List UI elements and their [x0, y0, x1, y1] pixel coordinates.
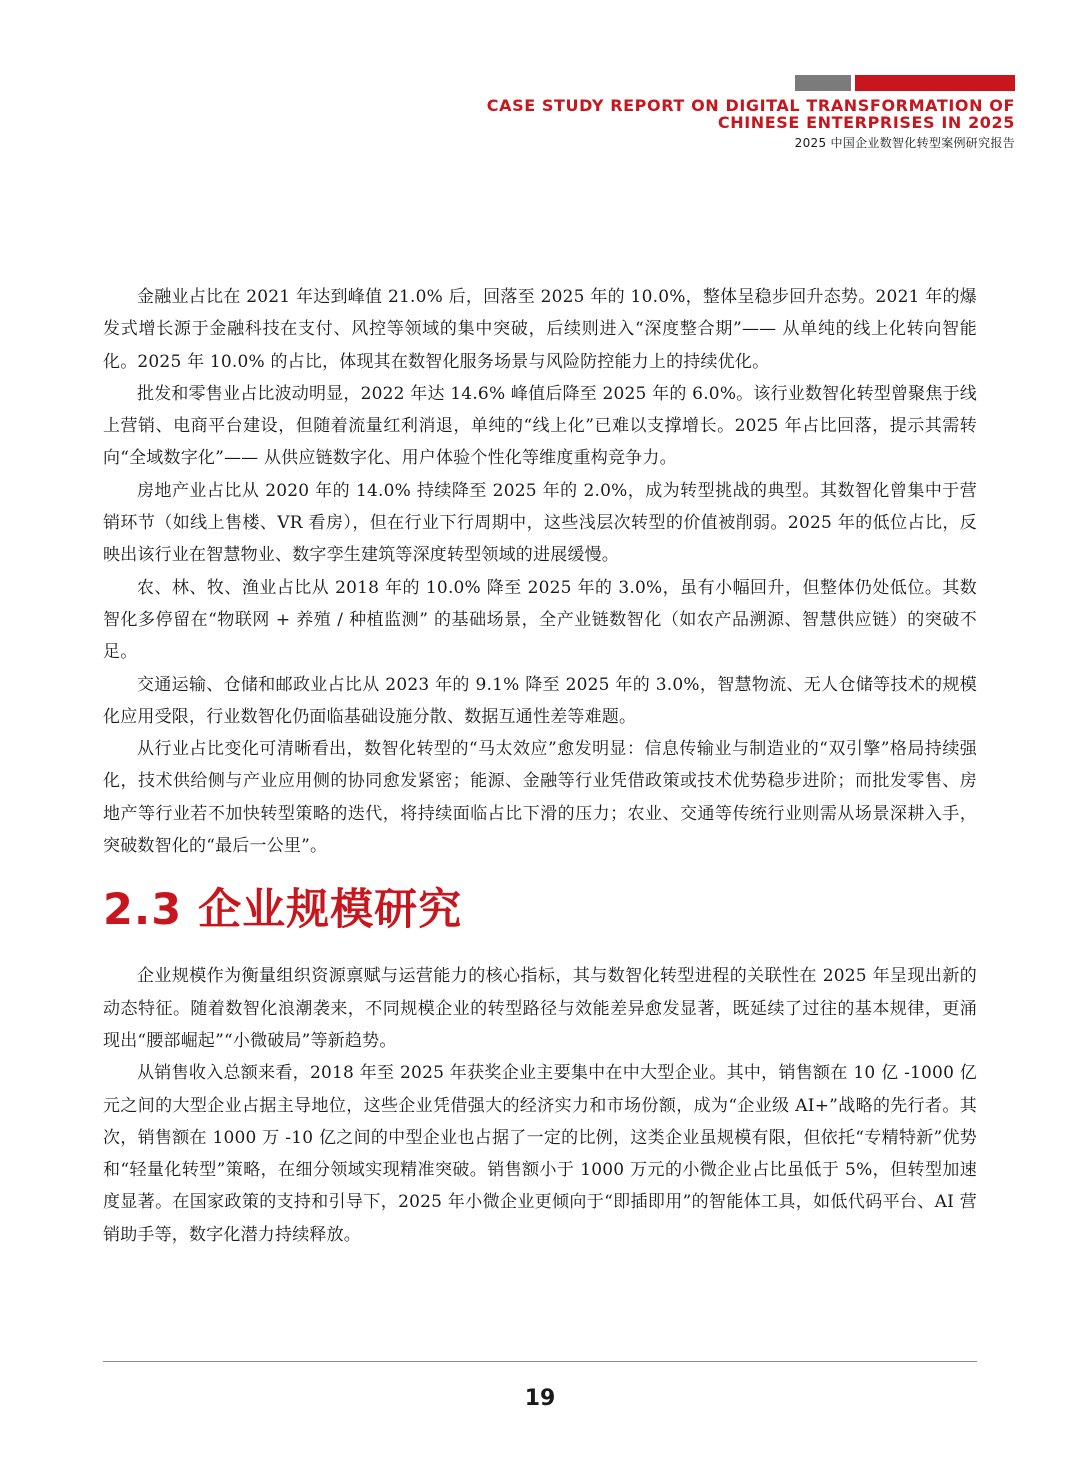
body-paragraph: 农、林、牧、渔业占比从 2018 年的 10.0% 降至 2025 年的 3.0%，虽有小幅回升，但整体仍处低位。其数智化多停留在“物联网 + 养殖 / 种植监测” 的基础场景，全产业链数智化（如农产品溯源、智慧供应链）的突破不足。 — [103, 577, 977, 663]
header-red-block — [855, 75, 1015, 91]
body-paragraph: 企业规模作为衡量组织资源禀赋与运营能力的核心指标，其与数智化转型进程的关联性在 2025 年呈现出新的动态特征。随着数智化浪潮袭来，不同规模企业的转型路径与效能差异愈发显著，既延续了过往的基本规律，更涌现出“腰部崛起”“小微破局”等新趋势。 — [103, 966, 977, 1051]
body-paragraph: 交通运输、仓储和邮政业占比从 2023 年的 9.1% 降至 2025 年的 3.0%，智慧物流、无人仓储等技术的规模化应用受限，行业数智化仍面临基础设施分散、数据互通性差等难题。 — [103, 674, 977, 727]
header-gray-block — [795, 75, 851, 91]
body-paragraph: 从行业占比变化可清晰看出，数智化转型的“马太效应”愈发明显：信息传输业与制造业的“双引擎”格局持续强化，技术供给侧与产业应用侧的协同愈发紧密；能源、金融等行业凭借政策或技术优势稳步进阶；而批发零售、房地产等行业若不加快转型策略的迭代，将持续面临占比下滑的压力；农业、交通等传统行业则需从场景深耕入手，突破数智化的“最后一公里”。 — [103, 739, 977, 857]
report-title-line-1: CASE STUDY REPORT ON DIGITAL TRANSFORMATION OF — [486, 96, 1015, 115]
body-paragraph: 房地产业占比从 2020 年的 14.0% 持续降至 2025 年的 2.0%，成为转型挑战的典型。其数智化曾集中于营销环节（如线上售楼、VR 看房），但在行业下行周期中，这些浅层次转型的价值被削弱。2025 年的低位占比，反映出该行业在智慧物业、数字孪生建筑等深度转型领域的进展缓慢。 — [103, 480, 977, 566]
page-body — [103, 281, 977, 1251]
body-paragraph: 批发和零售业占比波动明显，2022 年达 14.6% 峰值后降至 2025 年的 6.0%。该行业数智化转型曾聚焦于线上营销、电商平台建设，但随着流量红利消退，单纯的“线上化”已难以支撑增长。2025 年占比回落，提示其需转向“全域数字化”—— 从供应链数字化、用户体验个性化等维度重构竞争力。 — [103, 383, 977, 469]
report-title-chinese: 2025 中国企业数智化转型案例研究报告 — [794, 136, 1015, 150]
report-title-line-2: CHINESE ENTERPRISES IN 2025 — [717, 113, 1015, 132]
body-paragraph: 金融业占比在 2021 年达到峰值 21.0% 后，回落至 2025 年的 10.0%，整体呈稳步回升态势。2021 年的爆发式增长源于金融科技在支付、风控等领域的集中突破，后续则进入“深度整合期”—— 从单纯的线上化转向智能化。2025 年 10.0% 的占比，体现其在数智化服务场景与风险防控能力上的持续优化。 — [103, 287, 977, 372]
section-heading: 2.3 企业规模研究 — [103, 885, 463, 936]
report-title-english — [455, 97, 1015, 131]
footer-divider — [103, 1361, 977, 1362]
header-color-bar — [795, 75, 1015, 91]
body-paragraph: 从销售收入总额来看，2018 年至 2025 年获奖企业主要集中在中大型企业。其中，销售额在 10 亿 -1000 亿元之间的大型企业占据主导地位，这些企业凭借强大的经济实力和市场份额，成为“企业级 AI+”战略的先行者。其次，销售额在 1000 万 -10 亿之间的中型企业也占据了一定的比例，这类企业虽规模有限，但依托“专精特新”优势和“轻量化转型”策略，在细分领域实现精准突破。销售额小于 1000 万元的小微企业占比虽低于 5%，但转型加速度显著。在国家政策的支持和引导下，2025 年小微企业更倾向于“即插即用”的智能体工具，如低代码平台、AI 营销助手等，数字化潜力持续释放。 — [103, 1063, 977, 1245]
page-number: 19 — [524, 1386, 556, 1411]
